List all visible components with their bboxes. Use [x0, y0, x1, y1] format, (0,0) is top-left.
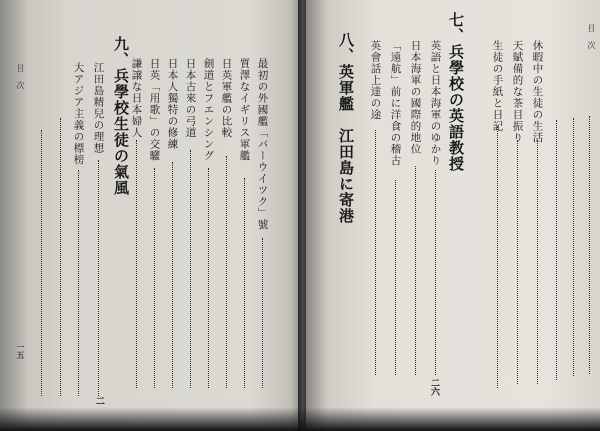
toc-leader [41, 130, 42, 396]
section-8-heading: 八、英軍艦 江田島に寄港 [337, 32, 355, 224]
toc-entry-s8-4: 劍道とフエンシング [202, 58, 215, 162]
toc-leader [226, 156, 227, 388]
toc-entry-s8-7: 日英「用歌」の交驩 [148, 58, 161, 162]
toc-entry-s8-5: 日本古來の弓道 [184, 58, 197, 139]
toc-leader [537, 140, 538, 384]
left-page-number: 一五 [16, 343, 26, 359]
toc-entry-s7-4: 英會話上達の途 [369, 40, 382, 121]
toc-leader [190, 150, 191, 388]
toc-entry-s8-3: 日英軍艦の比較 [220, 58, 233, 139]
toc-leader [497, 126, 498, 388]
toc-entry-s8-6: 日本人獨特の修練 [166, 58, 179, 150]
toc-leader [573, 118, 574, 376]
toc-leader [375, 130, 376, 375]
right-page [306, 0, 600, 431]
left-folio: 目 次 [16, 64, 25, 90]
toc-entry-s6-3: 休暇中の生徒の生活 [531, 40, 544, 144]
right-folio: 目 次 [587, 24, 596, 50]
toc-leader [78, 170, 79, 396]
toc-leader [244, 178, 245, 388]
toc-entry-s7-3: 「遠航」前に洋食の稽古 [389, 40, 402, 167]
toc-leader [154, 168, 155, 388]
toc-entry-s9-1: 江田島精兒の理想 [92, 62, 105, 154]
toc-entry-s8-1: 最初の外國艦「バーウイツク」號 [256, 58, 269, 231]
toc-entry-s7-2: 日本海軍の國際的地位 [409, 40, 422, 155]
toc-entry-s7-1: 英語と日本海軍のゆかり [429, 40, 442, 167]
toc-leader [208, 168, 209, 388]
toc-leader [98, 160, 99, 396]
toc-entry-s8-2: 質澤なイギリス軍艦 [238, 58, 251, 162]
toc-leader [395, 180, 396, 375]
toc-entry-s8-8: 謙譲な日本婦人 [130, 58, 143, 139]
toc-leader [589, 116, 590, 374]
section-9-heading: 九、兵學校生徒の氣風 [112, 36, 130, 196]
bottom-shadow [0, 407, 600, 431]
toc-leader [435, 170, 436, 375]
toc-leader [60, 118, 61, 396]
toc-leader [517, 140, 518, 384]
toc-entry-s9-2: 大アジア主義の標榜 [72, 62, 85, 166]
toc-leader [262, 238, 263, 388]
toc-leader [556, 120, 557, 380]
toc-page-s7-1: 二六 [429, 378, 439, 396]
toc-leader [172, 162, 173, 388]
toc-leader [136, 140, 137, 388]
toc-entry-s6-2: 天賦備的な茶目振り [511, 40, 524, 144]
toc-entry-s6-1: 生徒の手紙と日記 [491, 40, 504, 132]
toc-page-s9-1: 二 [94, 396, 104, 405]
section-7-heading: 七、兵學校の英語教授 [447, 12, 465, 172]
toc-leader [415, 166, 416, 375]
